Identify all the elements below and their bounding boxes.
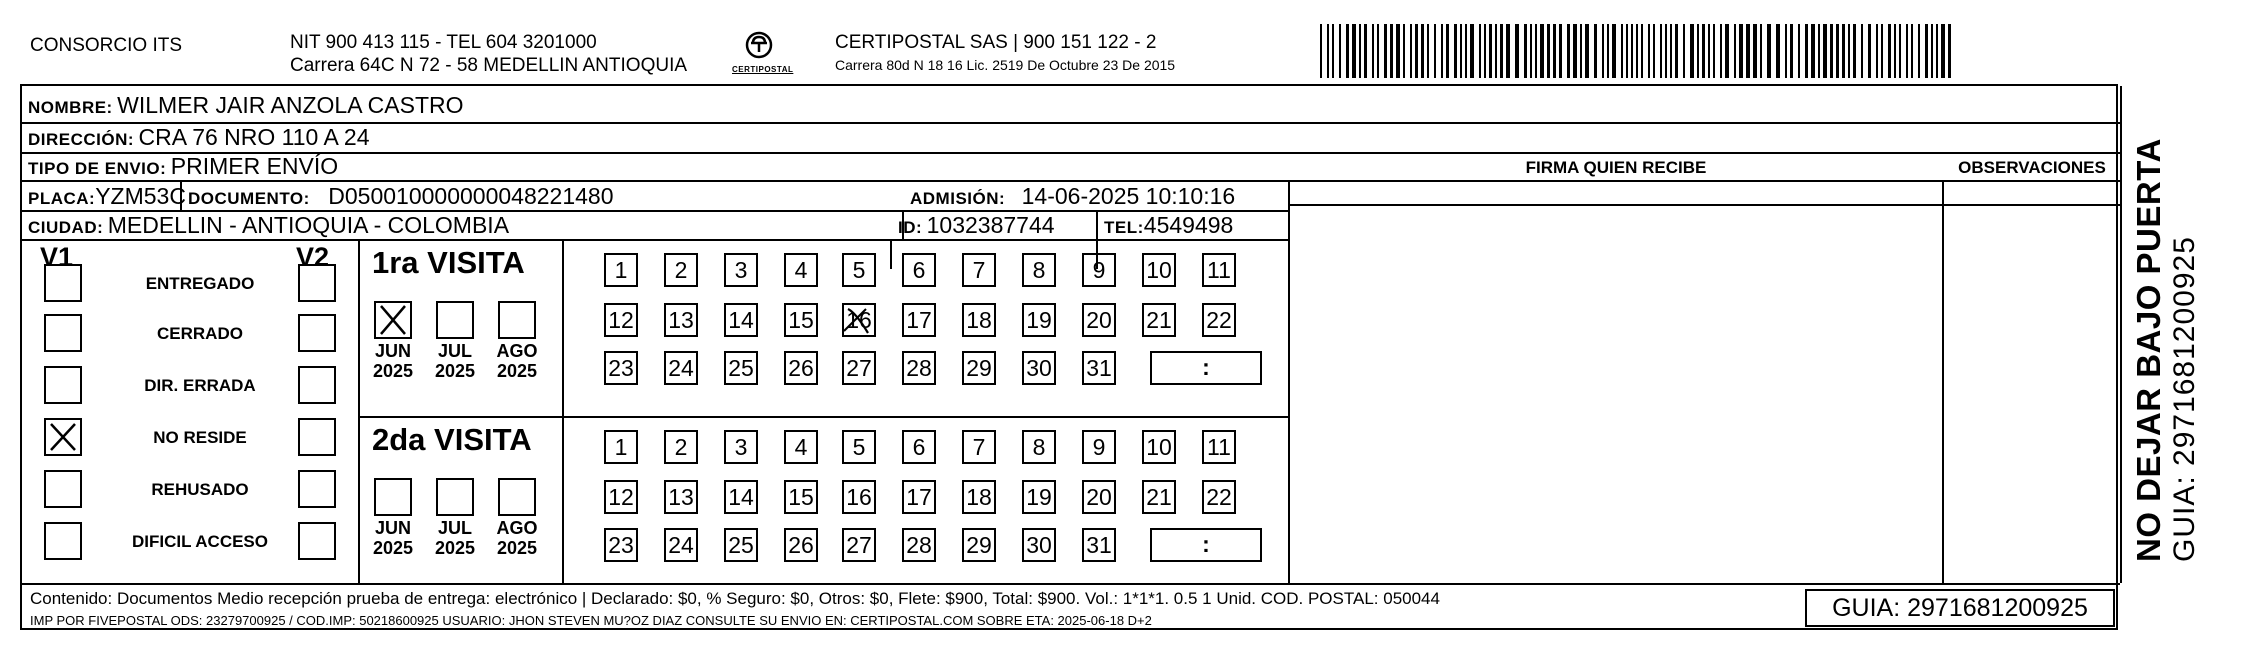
v2-checkbox[interactable] [298, 366, 336, 404]
v1-heading: V1 [40, 242, 74, 272]
month-year: 2025 [372, 361, 414, 381]
name-field [28, 93, 464, 121]
day-box[interactable]: 18 [962, 480, 996, 514]
barcode-bar [1621, 24, 1623, 78]
id-field [898, 213, 1055, 241]
barcode-bar [1495, 24, 1497, 78]
day-box[interactable]: 6 [902, 430, 936, 464]
barcode-bar [1790, 24, 1793, 78]
barcode-bar [1911, 24, 1913, 78]
barcode-bar [1377, 24, 1379, 78]
day-box[interactable]: 29 [962, 528, 996, 562]
v2-checkbox[interactable] [298, 314, 336, 352]
day-box[interactable]: 7 [962, 253, 996, 287]
barcode-bar [1734, 24, 1736, 78]
barcode-bar [1739, 24, 1743, 78]
barcode-bar [1500, 24, 1503, 78]
city-label: CIUDAD: [28, 218, 104, 237]
barcode-bar [1359, 24, 1361, 78]
month-label [367, 518, 419, 558]
day-box[interactable]: 26 [784, 351, 818, 385]
barcode-bar [1390, 24, 1393, 78]
delivery-form [20, 84, 2118, 630]
barcode-bar [1818, 24, 1820, 78]
status-label: DIR. ERRADA [144, 376, 256, 395]
send-type-label: TIPO DE ENVIO: [28, 159, 167, 178]
barcode-bar [1776, 24, 1780, 78]
barcode-bar [1567, 24, 1570, 78]
firma-header: FIRMA QUIEN RECIBE [1525, 158, 1707, 177]
v1-checkbox[interactable] [44, 264, 82, 302]
barcode-bar [1434, 24, 1436, 78]
day-box[interactable]: 17 [902, 303, 936, 337]
day-box[interactable]: 21 [1142, 480, 1176, 514]
admission-value: 14-06-2025 10:10:16 [1021, 183, 1236, 209]
id-value: 1032387744 [926, 212, 1055, 238]
day-box[interactable]: 26 [784, 528, 818, 562]
month-name: JUL [437, 341, 472, 361]
barcode-bar [1941, 24, 1945, 78]
month-label [491, 341, 543, 381]
barcode-bar [1559, 24, 1562, 78]
day-box[interactable]: 24 [664, 528, 698, 562]
certipostal-logo [732, 30, 794, 76]
address-field [28, 125, 370, 153]
barcode-bar [1484, 24, 1486, 78]
day-box[interactable]: 6 [902, 253, 936, 287]
day-box[interactable]: 28 [902, 528, 936, 562]
barcode-bar [1612, 24, 1616, 78]
tel-field [1104, 213, 1233, 241]
barcode-bar [1421, 24, 1424, 78]
day-box[interactable]: 15 [784, 480, 818, 514]
barcode-bar [1547, 24, 1550, 78]
day-box[interactable]: 7 [962, 430, 996, 464]
status-label: CERRADO [157, 324, 243, 343]
document-value: D050010000000048221480 [328, 183, 614, 209]
barcode-bar [1446, 24, 1449, 78]
barcode-bar [1697, 24, 1699, 78]
month-year: 2025 [496, 361, 538, 381]
month-label [429, 518, 481, 558]
barcode-bar [1899, 24, 1901, 78]
barcode-bar [1683, 24, 1685, 78]
month-year: 2025 [434, 361, 476, 381]
barcode-bar [1352, 24, 1356, 78]
time-box[interactable]: : [1150, 528, 1262, 562]
barcode-bar [1830, 24, 1833, 78]
certipostal-line: CERTIPOSTAL SAS | 900 151 122 - 2 [835, 32, 1157, 53]
footer-guia: GUIA: 2971681200925 [1832, 594, 2088, 622]
day-box[interactable]: 30 [1022, 528, 1056, 562]
barcode-bar [1636, 24, 1638, 78]
time-box[interactable]: : [1150, 351, 1262, 385]
day-box[interactable]: 4 [784, 253, 818, 287]
barcode-bar [1670, 24, 1672, 78]
month-name: AGO [496, 518, 538, 538]
admission-label: ADMISIÓN: [910, 189, 1006, 208]
barcode-bar [1823, 24, 1827, 78]
v1-checkbox[interactable] [44, 314, 82, 352]
barcode-bar [1931, 24, 1933, 78]
barcode-bar [1925, 24, 1928, 78]
barcode-bar [1327, 24, 1329, 78]
barcode-bar [1339, 24, 1341, 78]
month-name: AGO [496, 341, 538, 361]
day-box[interactable]: 18 [962, 303, 996, 337]
day-box[interactable]: 11 [1202, 253, 1236, 287]
barcode-bar [1410, 24, 1412, 78]
barcode-bar [1936, 24, 1938, 78]
status-label: REHUSADO [151, 480, 249, 499]
barcode-bar [1441, 24, 1443, 78]
month-year: 2025 [372, 538, 414, 558]
tel-value: 4549498 [1143, 212, 1234, 238]
v1-checkbox[interactable] [44, 366, 82, 404]
barcode-bar [1530, 24, 1532, 78]
day-box[interactable]: 31 [1082, 528, 1116, 562]
side-guia: GUIA: 2971681200925 [2168, 236, 2201, 562]
day-box[interactable]: 1 [604, 253, 638, 287]
day-box[interactable]: 3 [724, 430, 758, 464]
barcode-bar [1384, 24, 1387, 78]
barcode-bar [1861, 24, 1863, 78]
day-box[interactable]: 13 [664, 303, 698, 337]
day-box[interactable]: 8 [1022, 430, 1056, 464]
observaciones-header: OBSERVACIONES [1958, 158, 2106, 177]
barcode-bar [1708, 24, 1710, 78]
barcode-bar [1720, 24, 1722, 78]
barcode-bar [1725, 24, 1729, 78]
day-box[interactable]: 28 [902, 351, 936, 385]
day-box[interactable]: 9 [1082, 253, 1116, 287]
day-box[interactable]: 5 [842, 430, 876, 464]
barcode-bar [1675, 24, 1678, 78]
v2-checkbox[interactable] [298, 264, 336, 302]
barcode-bar [1811, 24, 1815, 78]
day-box[interactable]: 30 [1022, 351, 1056, 385]
barcode-bar [1506, 24, 1510, 78]
name-label: NOMBRE: [28, 98, 113, 117]
day-box[interactable]: 4 [784, 430, 818, 464]
barcode-bar [1535, 24, 1537, 78]
day-box[interactable]: 31 [1082, 351, 1116, 385]
address-value: CRA 76 NRO 110 A 24 [138, 124, 370, 150]
footer-guia-box [1805, 589, 2115, 627]
barcode-bar [1767, 24, 1771, 78]
admission-field [910, 184, 1235, 212]
barcode-bar [1631, 24, 1633, 78]
v1-checkbox[interactable] [44, 522, 82, 560]
month-checkbox[interactable] [374, 478, 412, 516]
day-box[interactable]: 5 [842, 253, 876, 287]
barcode-bar [1660, 24, 1662, 78]
day-box[interactable]: 19 [1022, 480, 1056, 514]
day-box[interactable]: 13 [664, 480, 698, 514]
day-box[interactable]: 22 [1202, 303, 1236, 337]
v1-checkbox[interactable] [44, 470, 82, 508]
day-box[interactable]: 20 [1082, 303, 1116, 337]
month-year: 2025 [496, 538, 538, 558]
barcode-bar [1585, 24, 1589, 78]
day-box[interactable]: 19 [1022, 303, 1056, 337]
barcode-bar [1888, 24, 1891, 78]
barcode-bar [1785, 24, 1787, 78]
day-box[interactable]: 23 [604, 528, 638, 562]
barcode-bar [1320, 24, 1322, 78]
barcode-bar [1479, 24, 1481, 78]
barcode-bar [1648, 24, 1650, 78]
barcode-bar [1641, 24, 1643, 78]
slash-mark-icon [842, 303, 876, 337]
barcode-bar [1665, 24, 1667, 78]
barcode-bar [1332, 24, 1334, 78]
day-box[interactable]: 12 [604, 303, 638, 337]
v2-checkbox[interactable] [298, 418, 336, 456]
plate-value: YZM53C [95, 183, 186, 209]
v2-checkbox[interactable] [298, 522, 336, 560]
barcode-bar [1415, 24, 1418, 78]
x-mark-icon [376, 303, 410, 337]
day-box[interactable]: 15 [784, 303, 818, 337]
side-notice [2130, 138, 2202, 562]
plate-field [28, 184, 186, 212]
day-box[interactable]: 11 [1202, 430, 1236, 464]
day-box[interactable]: 16 [842, 303, 876, 337]
day-box[interactable]: 3 [724, 253, 758, 287]
visit-title: 2da VISITA [372, 422, 532, 457]
name-value: WILMER JAIR ANZOLA CASTRO [117, 92, 464, 118]
day-box[interactable]: 24 [664, 351, 698, 385]
barcode-bar [1753, 24, 1757, 78]
footer-content: Contenido: Documentos Medio recepción prueba de entrega: electrónico | Declarado: $0, % Seguro: $0, Otros: $0, Flete: $900, Total: $900. Vol.: 1*1*1. 0.5 1 Unid. COD. POSTAL: 050044 [30, 589, 1440, 608]
month-name: JUN [374, 341, 411, 361]
barcode-bar [1805, 24, 1808, 78]
v2-heading: V2 [296, 242, 330, 272]
day-box[interactable]: 22 [1202, 480, 1236, 514]
barcode-bar [1690, 24, 1694, 78]
barcode-bar [1881, 24, 1883, 78]
barcode-bar [1364, 24, 1367, 78]
tel-label: TEL: [1104, 218, 1144, 237]
barcode-bar [1427, 24, 1429, 78]
day-box[interactable]: 10 [1142, 253, 1176, 287]
barcode-graphic [1320, 24, 1952, 78]
barcode-bar [1580, 24, 1582, 78]
day-box[interactable]: 25 [724, 351, 758, 385]
status-label: ENTREGADO [145, 274, 255, 293]
month-label [429, 341, 481, 381]
nit-line: NIT 900 413 115 - TEL 604 3201000 [290, 32, 597, 53]
side-warning: NO DEJAR BAJO PUERTA [2130, 138, 2167, 562]
barcode-bar [1746, 24, 1750, 78]
month-label [491, 518, 543, 558]
day-box[interactable]: 21 [1142, 303, 1176, 337]
barcode-bar [1894, 24, 1896, 78]
day-box[interactable]: 27 [842, 528, 876, 562]
document-field [188, 184, 613, 212]
barcode-bar [1876, 24, 1878, 78]
day-box[interactable]: 2 [664, 253, 698, 287]
barcode-bar [1836, 24, 1839, 78]
address-label: DIRECCIÓN: [28, 130, 135, 149]
footer-print-info: IMP POR FIVEPOSTAL ODS: 23279700925 / COD.IMP: 50218600925 USUARIO: JHON STEVEN MU?OZ DIAZ CONSULTE SU ENVIO EN: CERTIPOSTAL.COM SOBRE ETA: 2025-06-18 D+2 [30, 613, 1152, 628]
barcode-bar [1460, 24, 1462, 78]
barcode-bar [1853, 24, 1856, 78]
month-year: 2025 [434, 538, 476, 558]
month-name: JUL [437, 518, 472, 538]
barcode-bar [1540, 24, 1544, 78]
plate-label: PLACA: [28, 189, 96, 208]
barcode-bar [1454, 24, 1457, 78]
day-box[interactable]: 1 [604, 430, 638, 464]
barcode-bar [1702, 24, 1705, 78]
send-type-value: PRIMER ENVÍO [170, 153, 339, 179]
barcode-bar [1842, 24, 1845, 78]
barcode-bar [1594, 24, 1597, 78]
v1-checkbox[interactable] [44, 418, 82, 456]
barcode [1320, 24, 1952, 78]
id-label: ID: [898, 218, 923, 237]
barcode-bar [1515, 24, 1519, 78]
day-box[interactable]: 14 [724, 303, 758, 337]
barcode-bar [1607, 24, 1609, 78]
day-box[interactable]: 10 [1142, 430, 1176, 464]
month-label [367, 341, 419, 381]
month-checkbox[interactable] [498, 301, 536, 339]
barcode-bar [1346, 24, 1349, 78]
company-name: CONSORCIO ITS [30, 35, 183, 56]
logo-caption: CERTIPOSTAL [732, 65, 794, 74]
barcode-bar [1868, 24, 1871, 78]
barcode-bar [1489, 24, 1492, 78]
month-name: JUN [374, 518, 411, 538]
day-box[interactable]: 14 [724, 480, 758, 514]
day-box[interactable]: 20 [1082, 480, 1116, 514]
barcode-bar [1948, 24, 1951, 78]
barcode-bar [1403, 24, 1405, 78]
day-box[interactable]: 12 [604, 480, 638, 514]
address-line: Carrera 64C N 72 - 58 MEDELLIN ANTIOQUIA [290, 55, 688, 76]
city-field [28, 213, 509, 241]
day-box[interactable]: 2 [664, 430, 698, 464]
barcode-bar [1626, 24, 1628, 78]
certipostal-logo-icon [732, 30, 786, 60]
visit-title: 1ra VISITA [372, 245, 525, 280]
barcode-bar [1906, 24, 1908, 78]
month-checkbox[interactable] [436, 301, 474, 339]
send-type-field [28, 154, 338, 182]
day-box[interactable]: 25 [724, 528, 758, 562]
barcode-bar [1602, 24, 1604, 78]
month-checkbox[interactable] [498, 478, 536, 516]
barcode-bar [1470, 24, 1474, 78]
barcode-bar [1553, 24, 1556, 78]
city-value: MEDELLIN - ANTIOQUIA - COLOMBIA [107, 212, 510, 238]
day-box[interactable]: 16 [842, 480, 876, 514]
barcode-bar [1372, 24, 1374, 78]
document-label: DOCUMENTO: [188, 189, 310, 208]
barcode-bar [1465, 24, 1467, 78]
day-box[interactable]: 17 [902, 480, 936, 514]
day-box[interactable]: 8 [1022, 253, 1056, 287]
day-box[interactable]: 29 [962, 351, 996, 385]
month-checkbox[interactable] [436, 478, 474, 516]
v2-checkbox[interactable] [298, 470, 336, 508]
day-box[interactable]: 27 [842, 351, 876, 385]
day-box[interactable]: 23 [604, 351, 638, 385]
status-label: DIFICIL ACCESO [131, 532, 268, 551]
certipostal-address: Carrera 80d N 18 16 Lic. 2519 De Octubre 23 De 2015 [835, 57, 1176, 73]
barcode-bar [1573, 24, 1577, 78]
month-checkbox[interactable] [374, 301, 412, 339]
barcode-bar [1760, 24, 1762, 78]
day-box[interactable]: 9 [1082, 430, 1116, 464]
x-mark-icon [46, 420, 80, 454]
barcode-bar [1653, 24, 1655, 78]
barcode-bar [1524, 24, 1527, 78]
barcode-bar [1798, 24, 1800, 78]
barcode-bar [1918, 24, 1920, 78]
barcode-bar [1848, 24, 1850, 78]
barcode-bar [1396, 24, 1400, 78]
barcode-bar [1713, 24, 1715, 78]
status-label: NO RESIDE [153, 428, 247, 447]
